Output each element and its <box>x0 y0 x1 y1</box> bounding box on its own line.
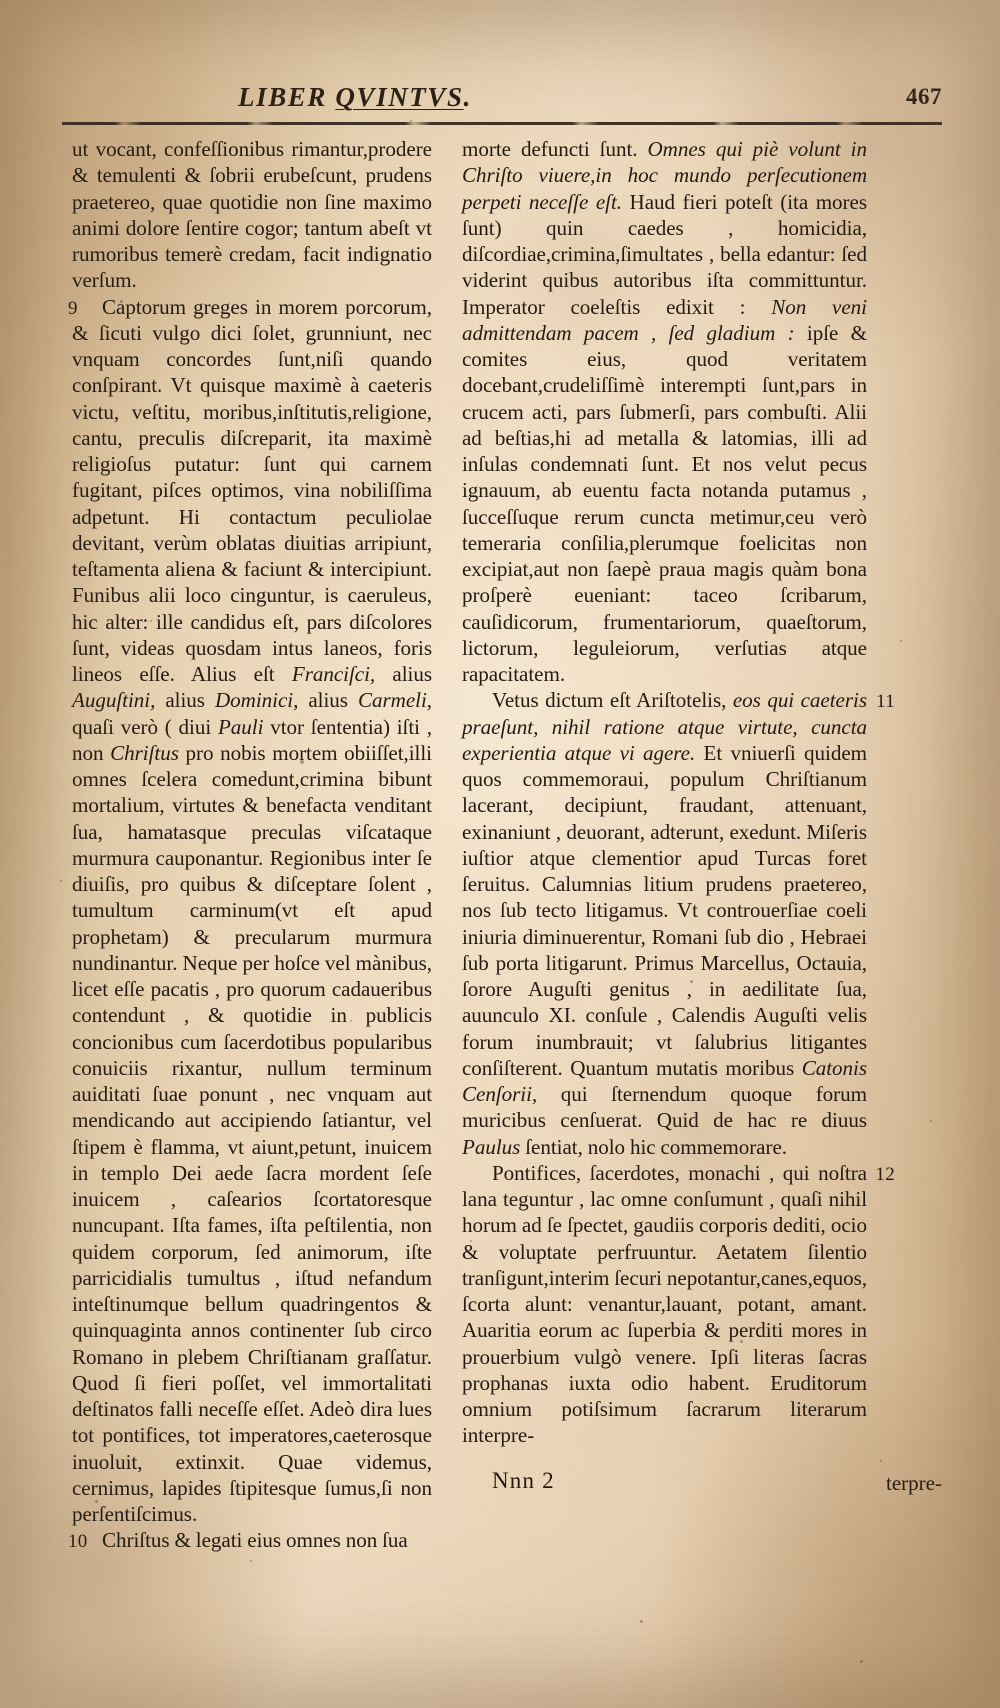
text-run: Et vniuerſi quidem quos commemoraui, populum Chriſtianum lacerant, decipiunt, fraudant, attenuant, exinaniunt , deuorant, adterunt, exedunt. Miſeris iuſtior atque clementior apud Turcas foret ſeruitus. Calumnias litium prudens praetereo, nos ſub tecto litigamus. Vt controuerſiae coeli iniuria diminuerentur, Romani ſub dio , Hebraei ſub porta litigarunt. Primus Marcellus, Octauia, ſorore Auguſti genitus , in aedilitate ſua, auunculo XI. conſule , Calendis Auguſti velis forum inumbrauit; vt ſalubrius litigantes conſiſterent. Quantum mutatis moribus <box>462 740 867 1080</box>
text-run: qui ſternendum quoque forum muricibus cenſuerat. Quid de hac re diuus <box>462 1082 867 1133</box>
italic-text-run: Non veni admittendam pacem , ſed gladium : <box>462 294 867 345</box>
page-folio-number: 467 <box>906 84 942 109</box>
italic-text-run: Catonis Cenſorii, <box>462 1055 867 1106</box>
paragraph <box>462 136 867 687</box>
text-run: ſentiat, nolo hic commemorare. <box>520 1134 787 1159</box>
paper-speck <box>60 880 62 882</box>
paragraph <box>462 687 895 1160</box>
text-run: Captorum greges in morem porcorum, & ſicuti vulgo dici ſolet, grunniunt, nec vnquam concordes ſunt,niſi quando conſpirant. Vt quisque maximè à caeteris victu, veſtitu, moribus,inſtitutis,religione, cantu, preculis diſcreparit, ita maximè religioſus putatur: ſunt qui carnem fugitant, piſces optimos, vina nobiliſſima adpetunt. Hi contactum peculiolae devitant, verùm oblatas diuitias arripiunt, teſtamenta aliena & faciunt & intercipiunt. Funibus alii loco cinguntur, is caeruleus, hic alter: ille candidus eſt, pars diſcolores ſunt, videas quosdam intus laneos, foris lineos eſſe. Alius eſt <box>72 294 432 686</box>
marginal-section-number: 12 <box>875 1163 895 1185</box>
paper-speck <box>900 640 902 642</box>
signature-mark: Nnn 2 <box>492 1468 555 1493</box>
italic-text-run: Franciſci, <box>291 662 376 686</box>
italic-text-run: Chriſtus <box>110 740 179 765</box>
paper-speck <box>880 1460 882 1462</box>
text-run: Pontifices, ſacerdotes, monachi , qui noſtra lana teguntur , lac omne conſumunt , quaſi nihil horum ad ſe ſpectet, gaudiis corporis dediti, ocio & voluptate perfruuntur. Aetatem ſilentio tranſigunt,interim ſecuri nepotantur,canes,equos, ſcorta alunt: venantur,lauant, potant, amant. Auaritia eorum ac ſuperbia & perditi mores in prouerbium vulgò venere. Ipſi literas ſacras prophanas iuxta odio habent. Eruditorum omnium potiſsimum ſacrarum literarum interpre- <box>462 1160 867 1448</box>
italic-text-run: eos qui caeteris praeſunt, nihil ratione atque virtute, cuncta experientia atque vi agere. <box>462 688 867 765</box>
text-run: pro nobis mortem obiiſſet,illi omnes ſcelera comedunt,crimina bibunt mortalium, virtutes & benefacta venditant ſua, hamatasque preculas viſcataque murmura cauponantur. Regionibus inter ſe diuiſis, pro quibus & diſceptare ſolent , tumultum carminum(vt eſt apud prophetam) & precularum murmura nundinantur. Neque per hoſce vel mànibus, licet eſſe pacatis , pro quorum cadaueribus contendunt , & quotidie in publicis concionibus cum ſacerdotibus popularibus conuiciis rixantur, nullum terminum auiditati ſuae ponunt , nec vnquam aut mendicando aut accipiendo ſatiantur, vel ſtipem è flamma, vt aiunt,petunt, inuicem in templo Dei aede ſacra mordent ſeſe inuicem , caſearios ſcortatoresque nuncupant. Iſta fames, iſta peſtilentia, non quidem corporum, ſed animorum, iſte parricidialis tumultus , iſtud nefandum inteſtinumque bellum quadringentos & quinquaginta annos continenter ſub circo Romano in plebem Chriſtianam graſſatur. Quod ſi fieri poſſet, vel immortalitati deſtinatos falli neceſſe eſſet. Adeò dira lues tot pontifices, tot imperatores,caeterosque inuoluit, extinxit. Quae videmus, cernimus, lapides ſtipitesque ſumus,ſi non perſentiſcimus. <box>72 740 432 1526</box>
left-text-column <box>68 136 432 1554</box>
paragraph <box>462 1160 895 1449</box>
paragraph <box>72 136 432 294</box>
text-run: Vetus dictum eſt Ariſtotelis, <box>492 688 733 713</box>
running-head-title-part1: LIBER <box>238 82 336 112</box>
italic-text-run: Omnes qui piè volunt in Chriſto viuere,in hoc mundo perſecutionem perpeti neceſſe eſt. <box>462 137 867 214</box>
italic-text-run: Auguſtini, <box>72 688 156 713</box>
italic-text-run: Dominici, <box>214 688 299 713</box>
text-run: morte defuncti ſunt. <box>462 137 648 161</box>
marginal-section-number: 10 <box>68 1531 88 1553</box>
text-run: Haud fieri poteſt (ita mores ſunt) quin caedes , homicidia, diſcordiae,crimina,ſimultates , bella edantur: ſed viderint quibus autoribus iſta committuntur. Imperator coeleſtis edixit : <box>462 189 867 319</box>
paper-speck <box>930 1120 932 1122</box>
paper-speck <box>640 1620 643 1623</box>
text-run: alius <box>375 662 432 686</box>
text-run: vtor ſententia) iſti , non <box>72 714 432 765</box>
page-footer <box>62 1468 950 1502</box>
running-head-title-part2: QVINTVS <box>335 82 464 112</box>
running-head-title <box>238 82 472 113</box>
italic-text-run: Carmeli <box>357 688 427 713</box>
paper-speck <box>860 1660 863 1663</box>
running-head-title-part3: . <box>463 82 472 112</box>
paragraph <box>68 1527 432 1553</box>
italic-text-run: Pauli <box>217 714 264 739</box>
marginal-section-number: 11 <box>876 691 895 713</box>
text-run: alius <box>155 688 215 713</box>
marginal-section-number: 9 <box>68 297 78 319</box>
catchword: terpre- <box>886 1471 942 1495</box>
text-run: ut vocant, confeſſionibus rimantur,prodere & temulenti & ſobrii erubeſcunt, prudens praetereo, quae quotidie non ſine maximo animi dolore ſentire cogor; tantum abeſt vt rumoribus temerè credam, facit indignatio verſum. <box>72 137 432 293</box>
text-run: Chriſtus & legati eius omnes non ſua <box>102 1528 408 1553</box>
paragraph <box>68 294 432 1528</box>
text-run: , quaſi verò ( diui <box>72 688 432 739</box>
right-text-column <box>462 136 895 1449</box>
header-rule <box>62 122 942 125</box>
italic-text-run: Paulus <box>462 1134 521 1159</box>
running-head <box>62 82 942 114</box>
text-run: alius <box>298 688 358 713</box>
text-run: ipſe & comites eius, quod veritatem docebant,crudeliſſimè interempti ſunt,pars in crucem acti, pars ſubmerſi, pars combuſti. Alii ad beſtias,hi ad metalla & latomias, illi ad inſulas condemnati ſunt. Et nos velut pecus ignauum, ab euentu facta notanda putamus , ſucceſſuque rerum cuncta metimur,ceu verò temeraria conſilia,plerumque foelicitas non excipiat,aut non ſaepè praua magis quàm bona proſperè eueniant: taceo ſcribarum, cauſidicorum, frumentariorum, quaeſtorum, lictorum, leguleiorum, verſutias atque rapacitatem. <box>462 320 867 686</box>
paper-speck <box>250 1560 252 1562</box>
